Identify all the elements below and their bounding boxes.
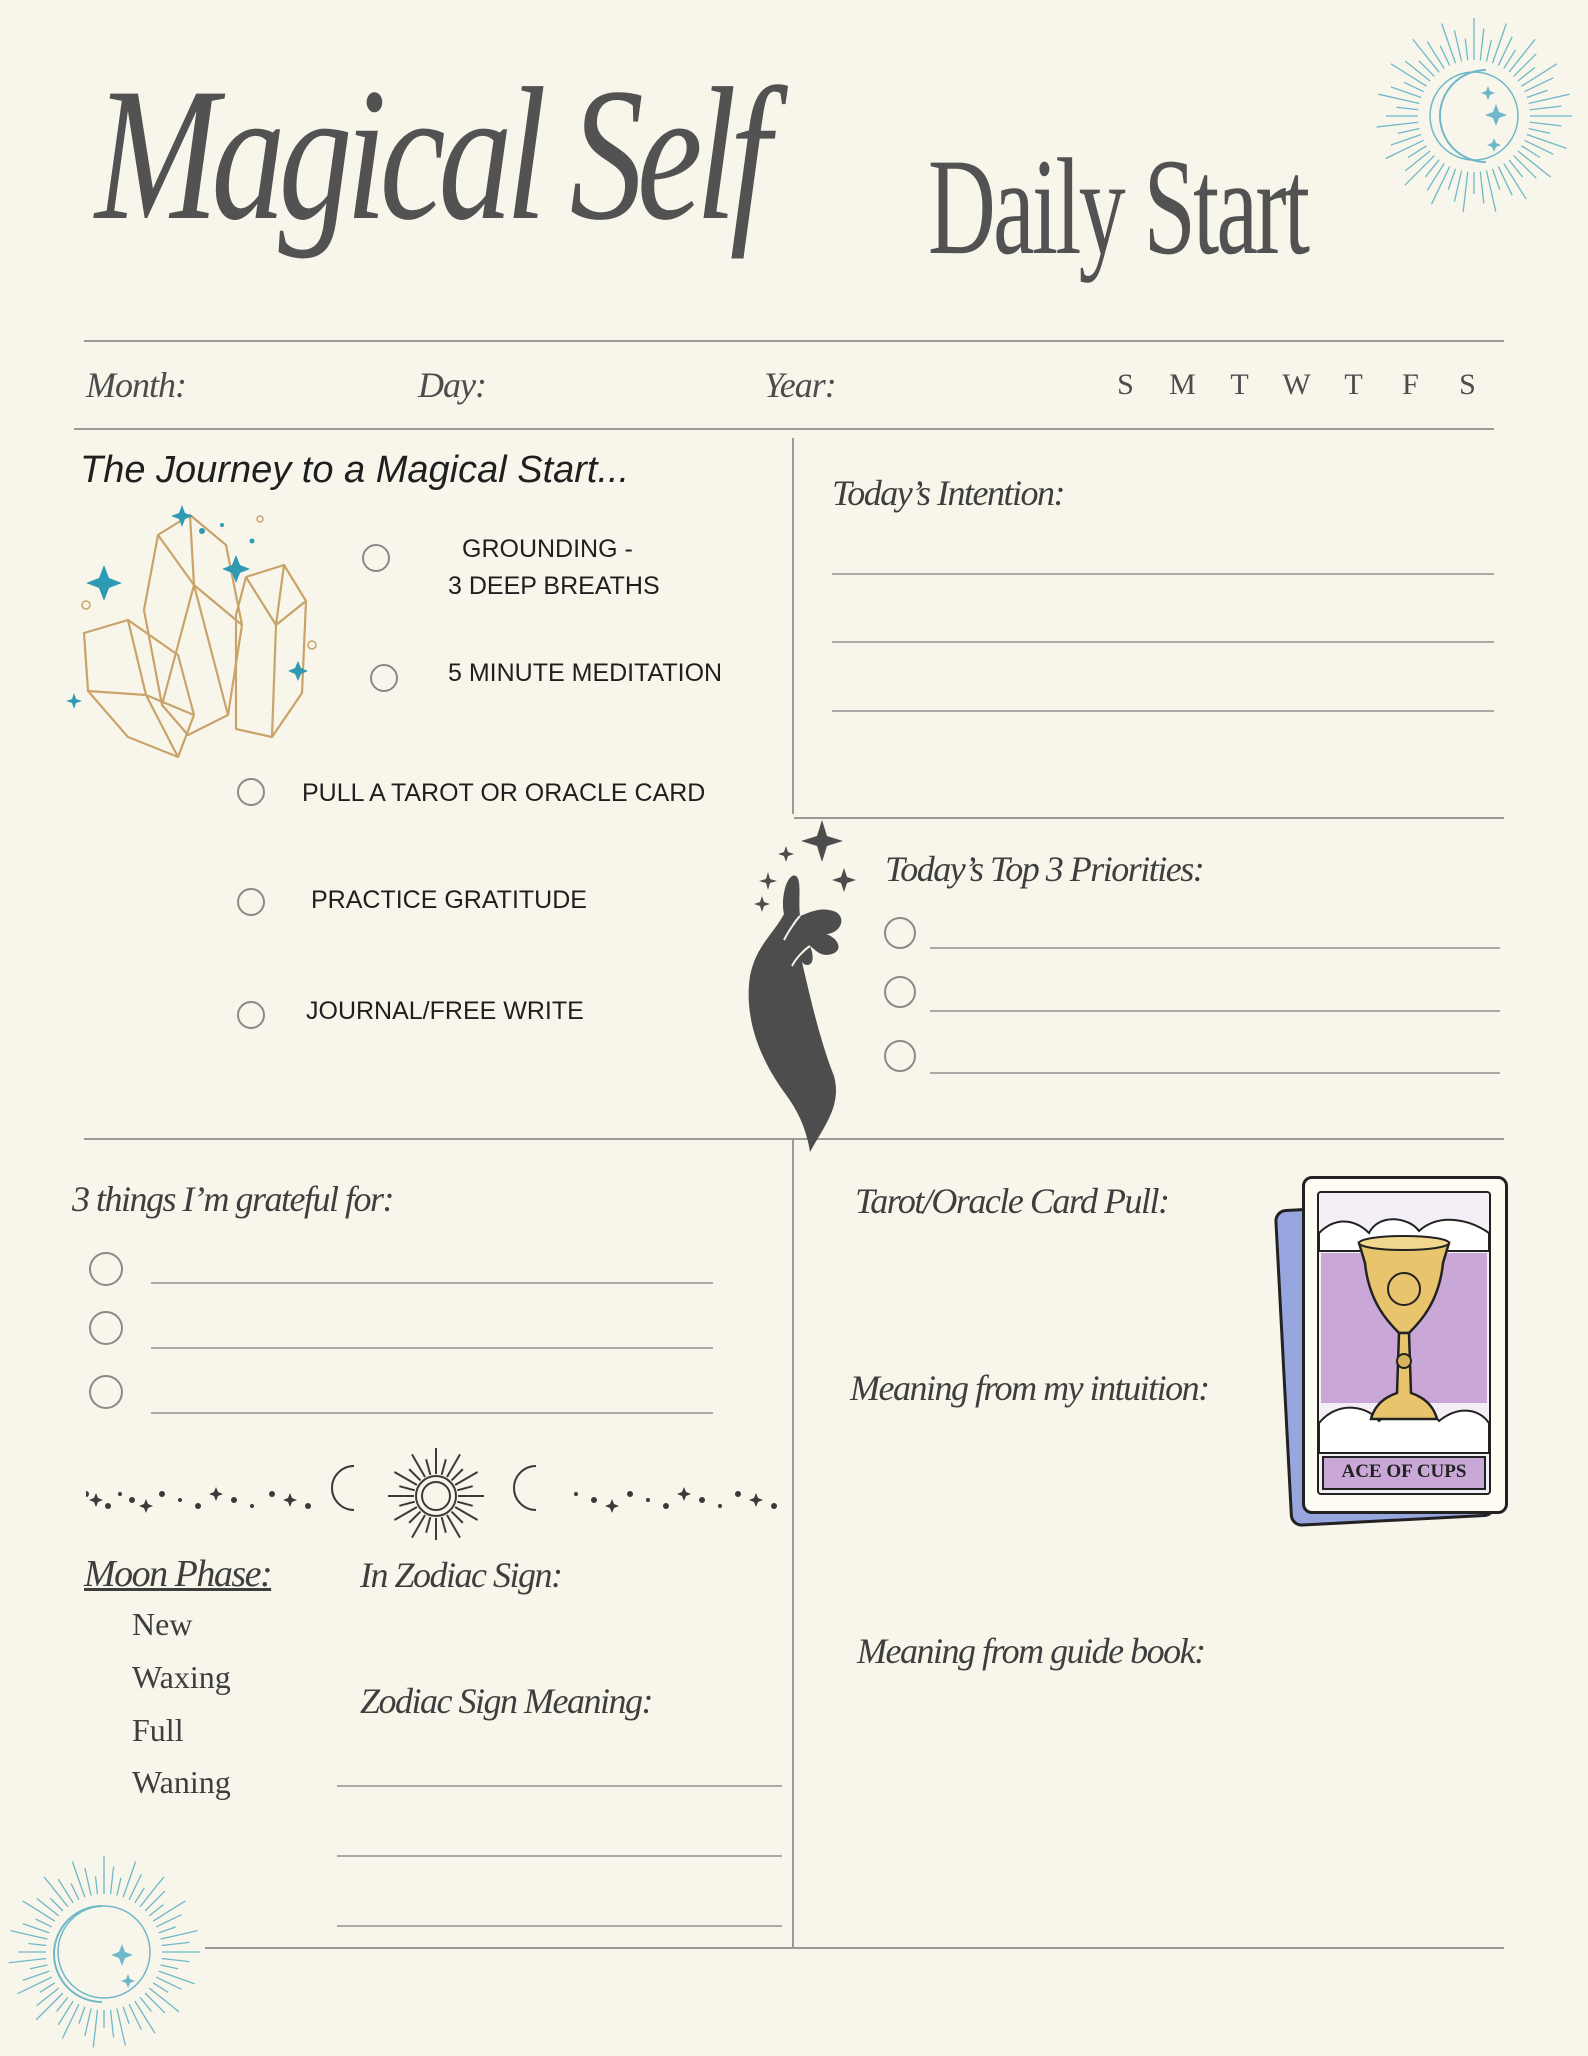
weekday-saturday[interactable]: S xyxy=(1459,368,1476,401)
priorities-label: Today’s Top 3 Priorities: xyxy=(885,849,1204,889)
tarot-card-illustration xyxy=(1280,1172,1512,1524)
priority-write-line[interactable] xyxy=(930,947,1500,949)
priority-checkbox[interactable] xyxy=(884,1040,916,1072)
divider xyxy=(794,817,1504,819)
divider xyxy=(792,1140,794,1948)
intention-label: Today’s Intention: xyxy=(832,473,1065,513)
task-meditation-label: 5 MINUTE MEDITATION xyxy=(448,659,723,687)
page-title: Magical Self xyxy=(95,50,764,260)
zodiac-write-line[interactable] xyxy=(337,1925,782,1927)
task-checkbox-grounding[interactable] xyxy=(362,544,390,572)
task-checkbox-meditation[interactable] xyxy=(370,664,398,692)
task-gratitude-label: PRACTICE GRATITUDE xyxy=(311,886,587,914)
priority-checkbox[interactable] xyxy=(884,917,916,949)
zodiac-write-line[interactable] xyxy=(337,1785,782,1787)
divider xyxy=(74,428,1494,430)
celestial-divider-icon xyxy=(86,1440,786,1540)
journey-title: The Journey to a Magical Start... xyxy=(80,449,630,491)
grateful-write-line[interactable] xyxy=(151,1282,713,1284)
zodiac-write-line[interactable] xyxy=(337,1855,782,1857)
priority-write-line[interactable] xyxy=(930,1072,1500,1074)
day-label: Day: xyxy=(418,365,486,405)
moon-phase-new[interactable]: New xyxy=(132,1606,193,1642)
task-grounding-label: GROUNDING - xyxy=(462,535,633,563)
year-label: Year: xyxy=(764,365,836,405)
grateful-checkbox[interactable] xyxy=(89,1311,123,1345)
divider xyxy=(792,438,794,814)
task-tarot-label: PULL A TAROT OR ORACLE CARD xyxy=(302,779,706,807)
moon-sunburst-icon xyxy=(2,1852,212,2052)
intuition-label: Meaning from my intuition: xyxy=(850,1368,1209,1408)
moon-phase-waxing[interactable]: Waxing xyxy=(132,1659,231,1695)
weekday-sunday[interactable]: S xyxy=(1117,368,1134,401)
moon-phase-full[interactable]: Full xyxy=(132,1712,184,1748)
grateful-label: 3 things I’m grateful for: xyxy=(72,1179,393,1219)
weekday-thursday[interactable]: T xyxy=(1344,368,1363,401)
moon-sunburst-icon xyxy=(1368,12,1580,212)
intention-write-line[interactable] xyxy=(832,710,1494,712)
weekday-row xyxy=(1097,368,1496,402)
intention-write-line[interactable] xyxy=(832,641,1494,643)
priority-checkbox[interactable] xyxy=(884,976,916,1008)
grateful-write-line[interactable] xyxy=(151,1347,713,1349)
task-checkbox-gratitude[interactable] xyxy=(237,888,265,916)
card-name: ACE OF CUPS xyxy=(1341,1461,1467,1482)
moon-phase-waning[interactable]: Waning xyxy=(132,1764,231,1800)
page-subtitle: Daily Start xyxy=(928,130,1308,283)
guidebook-label: Meaning from guide book: xyxy=(857,1631,1205,1671)
weekday-monday[interactable]: M xyxy=(1169,368,1196,401)
crystals-icon xyxy=(66,505,324,767)
task-grounding-sublabel: 3 DEEP BREATHS xyxy=(448,572,660,600)
weekday-friday[interactable]: F xyxy=(1402,368,1419,401)
weekday-tuesday[interactable]: T xyxy=(1230,368,1249,401)
task-journal-label: JOURNAL/FREE WRITE xyxy=(306,997,584,1025)
zodiac-sign-label: In Zodiac Sign: xyxy=(360,1555,562,1595)
zodiac-meaning-label: Zodiac Sign Meaning: xyxy=(360,1681,652,1721)
card-pull-label: Tarot/Oracle Card Pull: xyxy=(855,1181,1169,1221)
grateful-checkbox[interactable] xyxy=(89,1375,123,1409)
task-checkbox-tarot[interactable] xyxy=(237,778,265,806)
grateful-checkbox[interactable] xyxy=(89,1252,123,1286)
priority-write-line[interactable] xyxy=(930,1010,1500,1012)
divider xyxy=(84,340,1504,342)
chalice-icon xyxy=(1319,1193,1489,1493)
weekday-wednesday[interactable]: W xyxy=(1282,368,1311,401)
intention-write-line[interactable] xyxy=(832,573,1494,575)
hand-stars-icon xyxy=(744,816,858,1156)
grateful-write-line[interactable] xyxy=(151,1412,713,1414)
divider xyxy=(205,1947,1504,1949)
task-checkbox-journal[interactable] xyxy=(237,1001,265,1029)
moon-phase-label: Moon Phase: xyxy=(84,1553,272,1595)
card-front xyxy=(1302,1176,1508,1514)
month-label: Month: xyxy=(86,365,186,405)
